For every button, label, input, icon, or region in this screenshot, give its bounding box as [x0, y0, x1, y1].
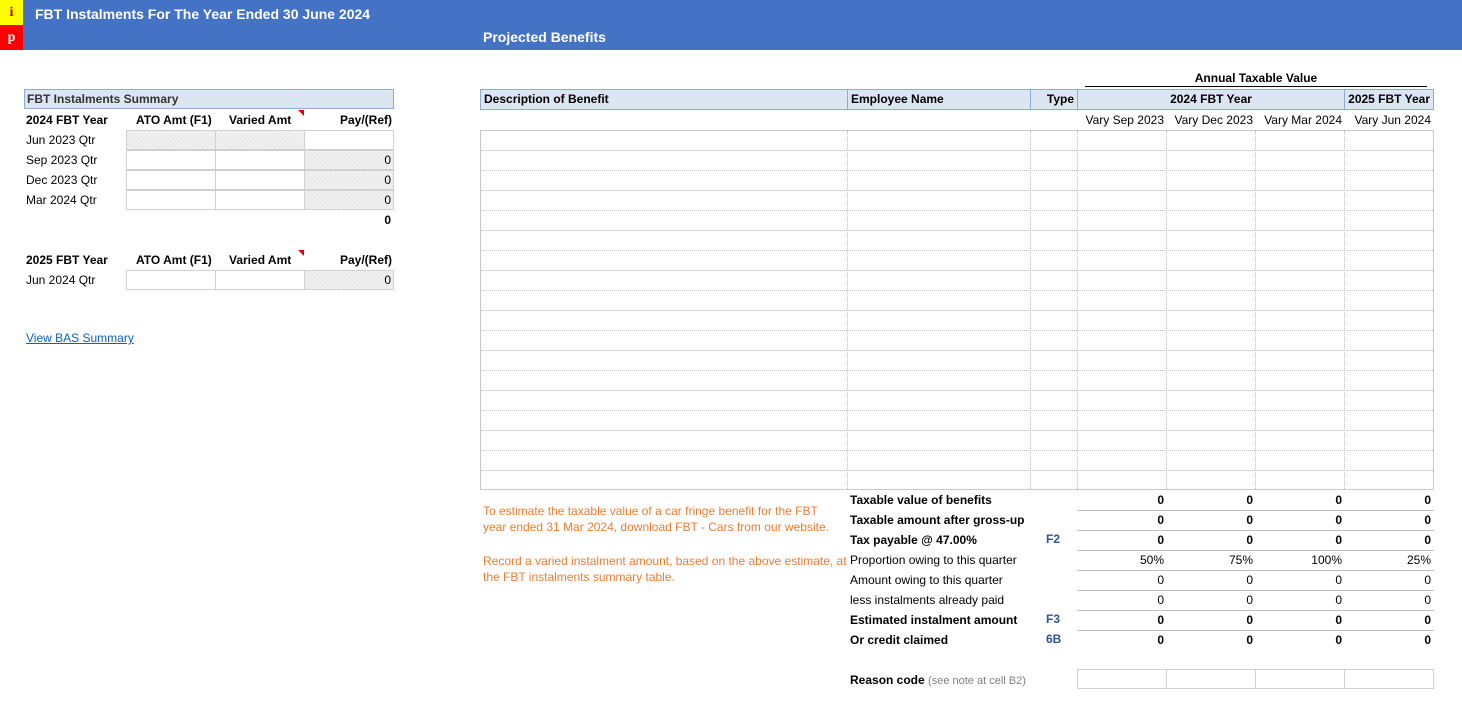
- calc-value: 0: [1424, 573, 1431, 587]
- varied-amt-input[interactable]: [215, 170, 305, 190]
- summary-title: FBT Instalments Summary: [24, 89, 394, 109]
- section-title: Projected Benefits: [483, 29, 606, 45]
- pay-ref-cell: 0: [304, 270, 394, 290]
- calc-value: 0: [1424, 613, 1431, 627]
- calc-value: 25%: [1406, 553, 1431, 567]
- calc-value: 0: [1246, 593, 1253, 607]
- row-divider: [1077, 570, 1434, 571]
- calc-value: 0: [1246, 573, 1253, 587]
- calc-value: 0: [1335, 513, 1342, 527]
- fbt-2024-column-header: 2024 FBT Year: [1077, 89, 1345, 110]
- varied-instalment-note: Record a varied instalment amount, based on the above estimate, at the FBT instalments summary table.: [483, 554, 847, 584]
- varied-amt-header: Varied Amt: [229, 253, 292, 267]
- ato-amt-input[interactable]: [126, 170, 216, 190]
- calc-value: 0: [1157, 613, 1164, 627]
- vary-quarter-header: Vary Dec 2023: [1174, 113, 1253, 127]
- calc-row-label: Estimated instalment amount: [850, 613, 1018, 627]
- calc-value: 0: [1246, 533, 1253, 547]
- employee-column-header: Employee Name: [847, 89, 1031, 110]
- info-icon[interactable]: i: [0, 0, 23, 25]
- reason-code-text: Reason code: [850, 673, 925, 687]
- calc-row-label: Amount owing to this quarter: [850, 573, 1003, 587]
- ato-amt-input[interactable]: [126, 190, 216, 210]
- ato-amt-input[interactable]: [126, 150, 216, 170]
- calc-value: 0: [1246, 513, 1253, 527]
- calc-value: 0: [1157, 573, 1164, 587]
- calc-value: 0: [1246, 493, 1253, 507]
- annual-taxable-value-heading: Annual Taxable Value: [1085, 70, 1427, 87]
- calc-value: 0: [1246, 633, 1253, 647]
- print-icon[interactable]: p: [0, 25, 23, 50]
- calc-value: 50%: [1139, 553, 1164, 567]
- calc-row-label: Or credit claimed: [850, 633, 949, 647]
- calc-value: 0: [1424, 513, 1431, 527]
- page-title: FBT Instalments For The Year Ended 30 June 2024: [35, 6, 371, 22]
- bas-label-code: F3: [1046, 612, 1061, 626]
- year-2024-label: 2024 FBT Year: [26, 113, 108, 127]
- calc-value: 0: [1335, 533, 1342, 547]
- view-bas-summary-link[interactable]: View BAS Summary: [26, 331, 134, 345]
- calc-value: 0: [1335, 613, 1342, 627]
- year-2025-label: 2025 FBT Year: [26, 253, 108, 267]
- benefits-entry-grid[interactable]: [480, 130, 1434, 490]
- row-divider: [1077, 590, 1434, 591]
- calc-value: 0: [1157, 533, 1164, 547]
- varied-amt-cell: [215, 130, 305, 150]
- pay-ref-header: Pay/(Ref): [340, 253, 393, 267]
- calc-value: 0: [1335, 573, 1342, 587]
- vary-quarter-header: Vary Mar 2024: [1264, 113, 1342, 127]
- row-divider: [1077, 510, 1434, 511]
- type-column-header: Type: [1030, 89, 1078, 110]
- calc-value: 0: [1157, 493, 1164, 507]
- car-fringe-benefit-note: To estimate the taxable value of a car fringe benefit for the FBT year ended 31 Mar 2024, download FBT - Cars from our website.: [483, 504, 829, 534]
- calc-row-label: Taxable value of benefits: [850, 493, 992, 507]
- calc-value: 0: [1335, 633, 1342, 647]
- quarter-label: Jun 2023 Qtr: [26, 133, 96, 147]
- bas-label-code: 6B: [1046, 632, 1062, 646]
- varied-amt-input[interactable]: [215, 270, 305, 290]
- calc-value: 0: [1157, 513, 1164, 527]
- calc-value: 0: [1157, 633, 1164, 647]
- calc-value: 0: [1157, 593, 1164, 607]
- quarter-label: Mar 2024 Qtr: [26, 193, 97, 207]
- reason-code-input[interactable]: [1344, 669, 1434, 689]
- ato-amt-input[interactable]: [126, 270, 216, 290]
- calc-value: 0: [1335, 493, 1342, 507]
- comment-indicator-icon[interactable]: [298, 250, 304, 256]
- pay-ref-cell: 0: [304, 150, 394, 170]
- varied-amt-input[interactable]: [215, 190, 305, 210]
- varied-amt-header: Varied Amt: [229, 113, 292, 127]
- reason-code-note: (see note at cell B2): [928, 675, 1026, 687]
- row-divider: [1077, 630, 1434, 631]
- calc-row-label: Proportion owing to this quarter: [850, 553, 1017, 567]
- calc-value: 0: [1424, 533, 1431, 547]
- quarter-label: Sep 2023 Qtr: [26, 153, 98, 167]
- calc-value: 0: [1335, 593, 1342, 607]
- pay-ref-cell: [304, 130, 394, 150]
- calc-row-label: Taxable amount after gross-up: [850, 513, 1025, 527]
- calc-value: 0: [1246, 613, 1253, 627]
- pay-ref-cell: 0: [304, 190, 394, 210]
- calc-value: 75%: [1228, 553, 1253, 567]
- fbt-2025-column-header: 2025 FBT Year: [1344, 89, 1434, 110]
- ato-amt-header: ATO Amt (F1): [136, 253, 212, 267]
- calc-value: 0: [1424, 493, 1431, 507]
- calc-value: 0: [1424, 633, 1431, 647]
- pay-ref-header: Pay/(Ref): [340, 113, 393, 127]
- reason-code-label: [850, 670, 1026, 690]
- row-divider: [1077, 550, 1434, 551]
- calc-row-label: Tax payable @ 47.00%: [850, 533, 977, 547]
- quarter-label: Dec 2023 Qtr: [26, 173, 98, 187]
- row-divider: [1077, 530, 1434, 531]
- description-column-header: Description of Benefit: [480, 89, 848, 110]
- calc-row-label: less instalments already paid: [850, 593, 1005, 607]
- calc-value: 0: [1424, 593, 1431, 607]
- quarter-label: Jun 2024 Qtr: [26, 273, 96, 287]
- vary-quarter-header: Vary Sep 2023: [1085, 113, 1164, 127]
- calc-value: 100%: [1311, 553, 1342, 567]
- pay-ref-cell: 0: [304, 170, 394, 190]
- ato-amt-cell: [126, 130, 216, 150]
- varied-amt-input[interactable]: [215, 150, 305, 170]
- comment-indicator-icon[interactable]: [298, 110, 304, 116]
- vary-quarter-header: Vary Jun 2024: [1354, 113, 1431, 127]
- pay-ref-total: 0: [384, 213, 391, 227]
- reason-code-input[interactable]: [1077, 669, 1167, 689]
- title-bar: [0, 0, 1462, 50]
- bas-label-code: F2: [1046, 532, 1061, 546]
- row-divider: [1077, 610, 1434, 611]
- reason-code-input[interactable]: [1166, 669, 1256, 689]
- ato-amt-header: ATO Amt (F1): [136, 113, 212, 127]
- reason-code-input[interactable]: [1255, 669, 1345, 689]
